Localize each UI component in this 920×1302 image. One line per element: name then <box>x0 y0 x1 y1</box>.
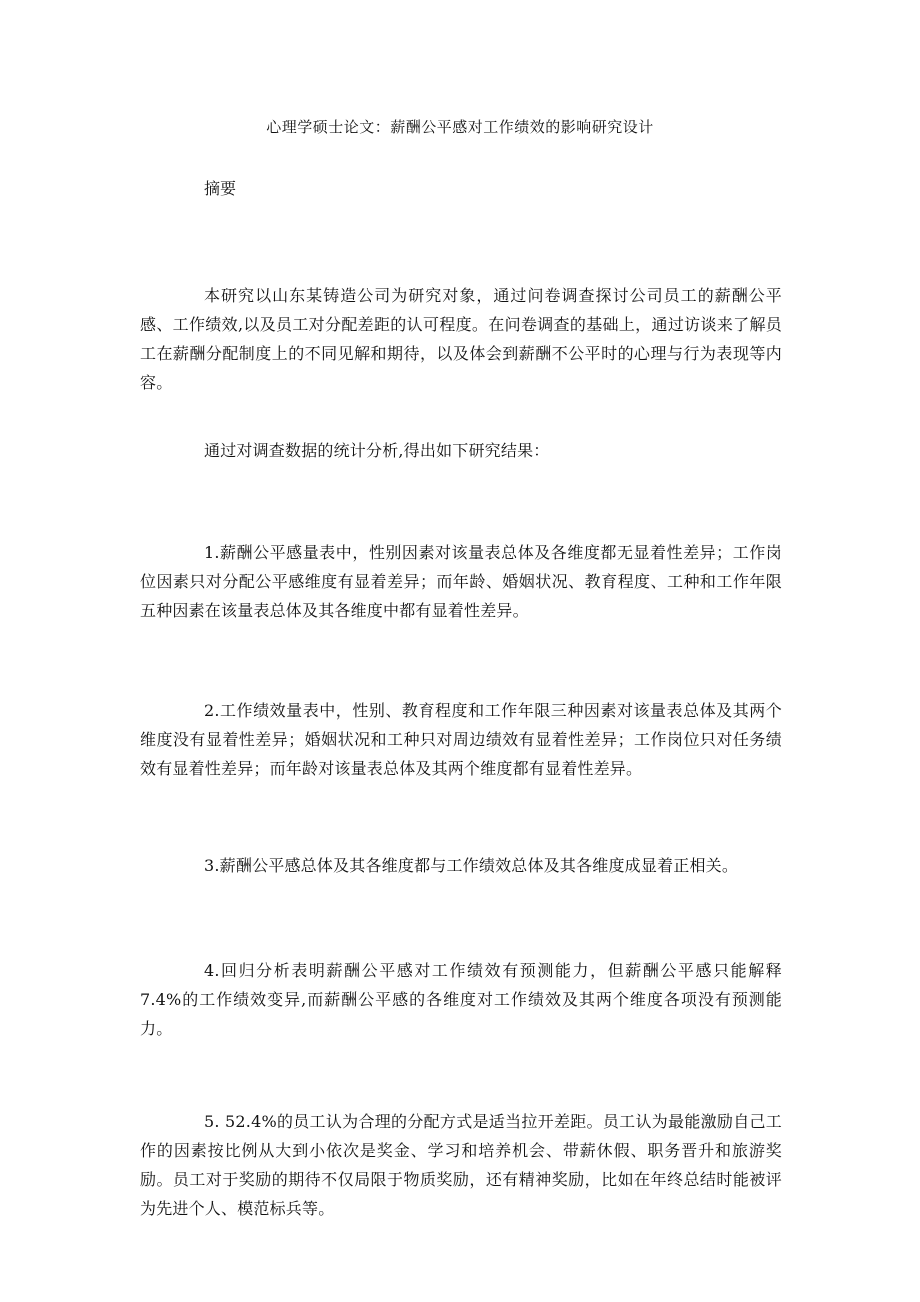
paragraph-result-2: 2.工作绩效量表中，性别、教育程度和工作年限三种因素对该量表总体及其两个维度没有显着性差异；婚姻状况和工种只对周边绩效有显着性差异；工作岗位只对任务绩效有显着性差异；而年龄对该量表总体及其两个维度都有显着性差异。 <box>140 701 782 778</box>
abstract-heading: 摘要 <box>204 179 237 198</box>
paragraph-results-lead: 通过对调查数据的统计分析,得出如下研究结果： <box>204 441 550 460</box>
paragraph-result-3: 3.薪酬公平感总体及其各维度都与工作绩效总体及其各维度成显着正相关。 <box>204 856 739 875</box>
paragraph-result-5: 5. 52.4%的员工认为合理的分配方式是适当拉开差距。员工认为最能激励自己工作的因素按比例从大到小依次是奖金、学习和培养机会、带薪休假、职务晋升和旅游奖励。员工对于奖励的期待不仅局限于物质奖励，还有精神奖励，比如在年终总结时能被评为先进个人、模范标兵等。 <box>140 1112 782 1218</box>
paragraph-result-4: 4.回归分析表明薪酬公平感对工作绩效有预测能力，但薪酬公平感只能解释 7.4%的工作绩效变异,而薪酬公平感的各维度对工作绩效及其两个维度各项没有预测能力。 <box>140 961 782 1038</box>
document-title: 心理学硕士论文：薪酬公平感对工作绩效的影响研究设计 <box>266 118 654 136</box>
paragraph-result-1: 1.薪酬公平感量表中，性别因素对该量表总体及各维度都无显着性差异；工作岗位因素只对分配公平感维度有显着差异；而年龄、婚姻状况、教育程度、工种和工作年限五种因素在该量表总体及其各维度中都有显着性差异。 <box>140 543 782 620</box>
paragraph-intro: 本研究以山东某铸造公司为研究对象，通过问卷调查探讨公司员工的薪酬公平感、工作绩效,以及员工对分配差距的认可程度。在问卷调查的基础上，通过访谈来了解员工在薪酬分配制度上的不同见解和期待，以及体会到薪酬不公平时的心理与行为表现等内容。 <box>140 286 782 392</box>
